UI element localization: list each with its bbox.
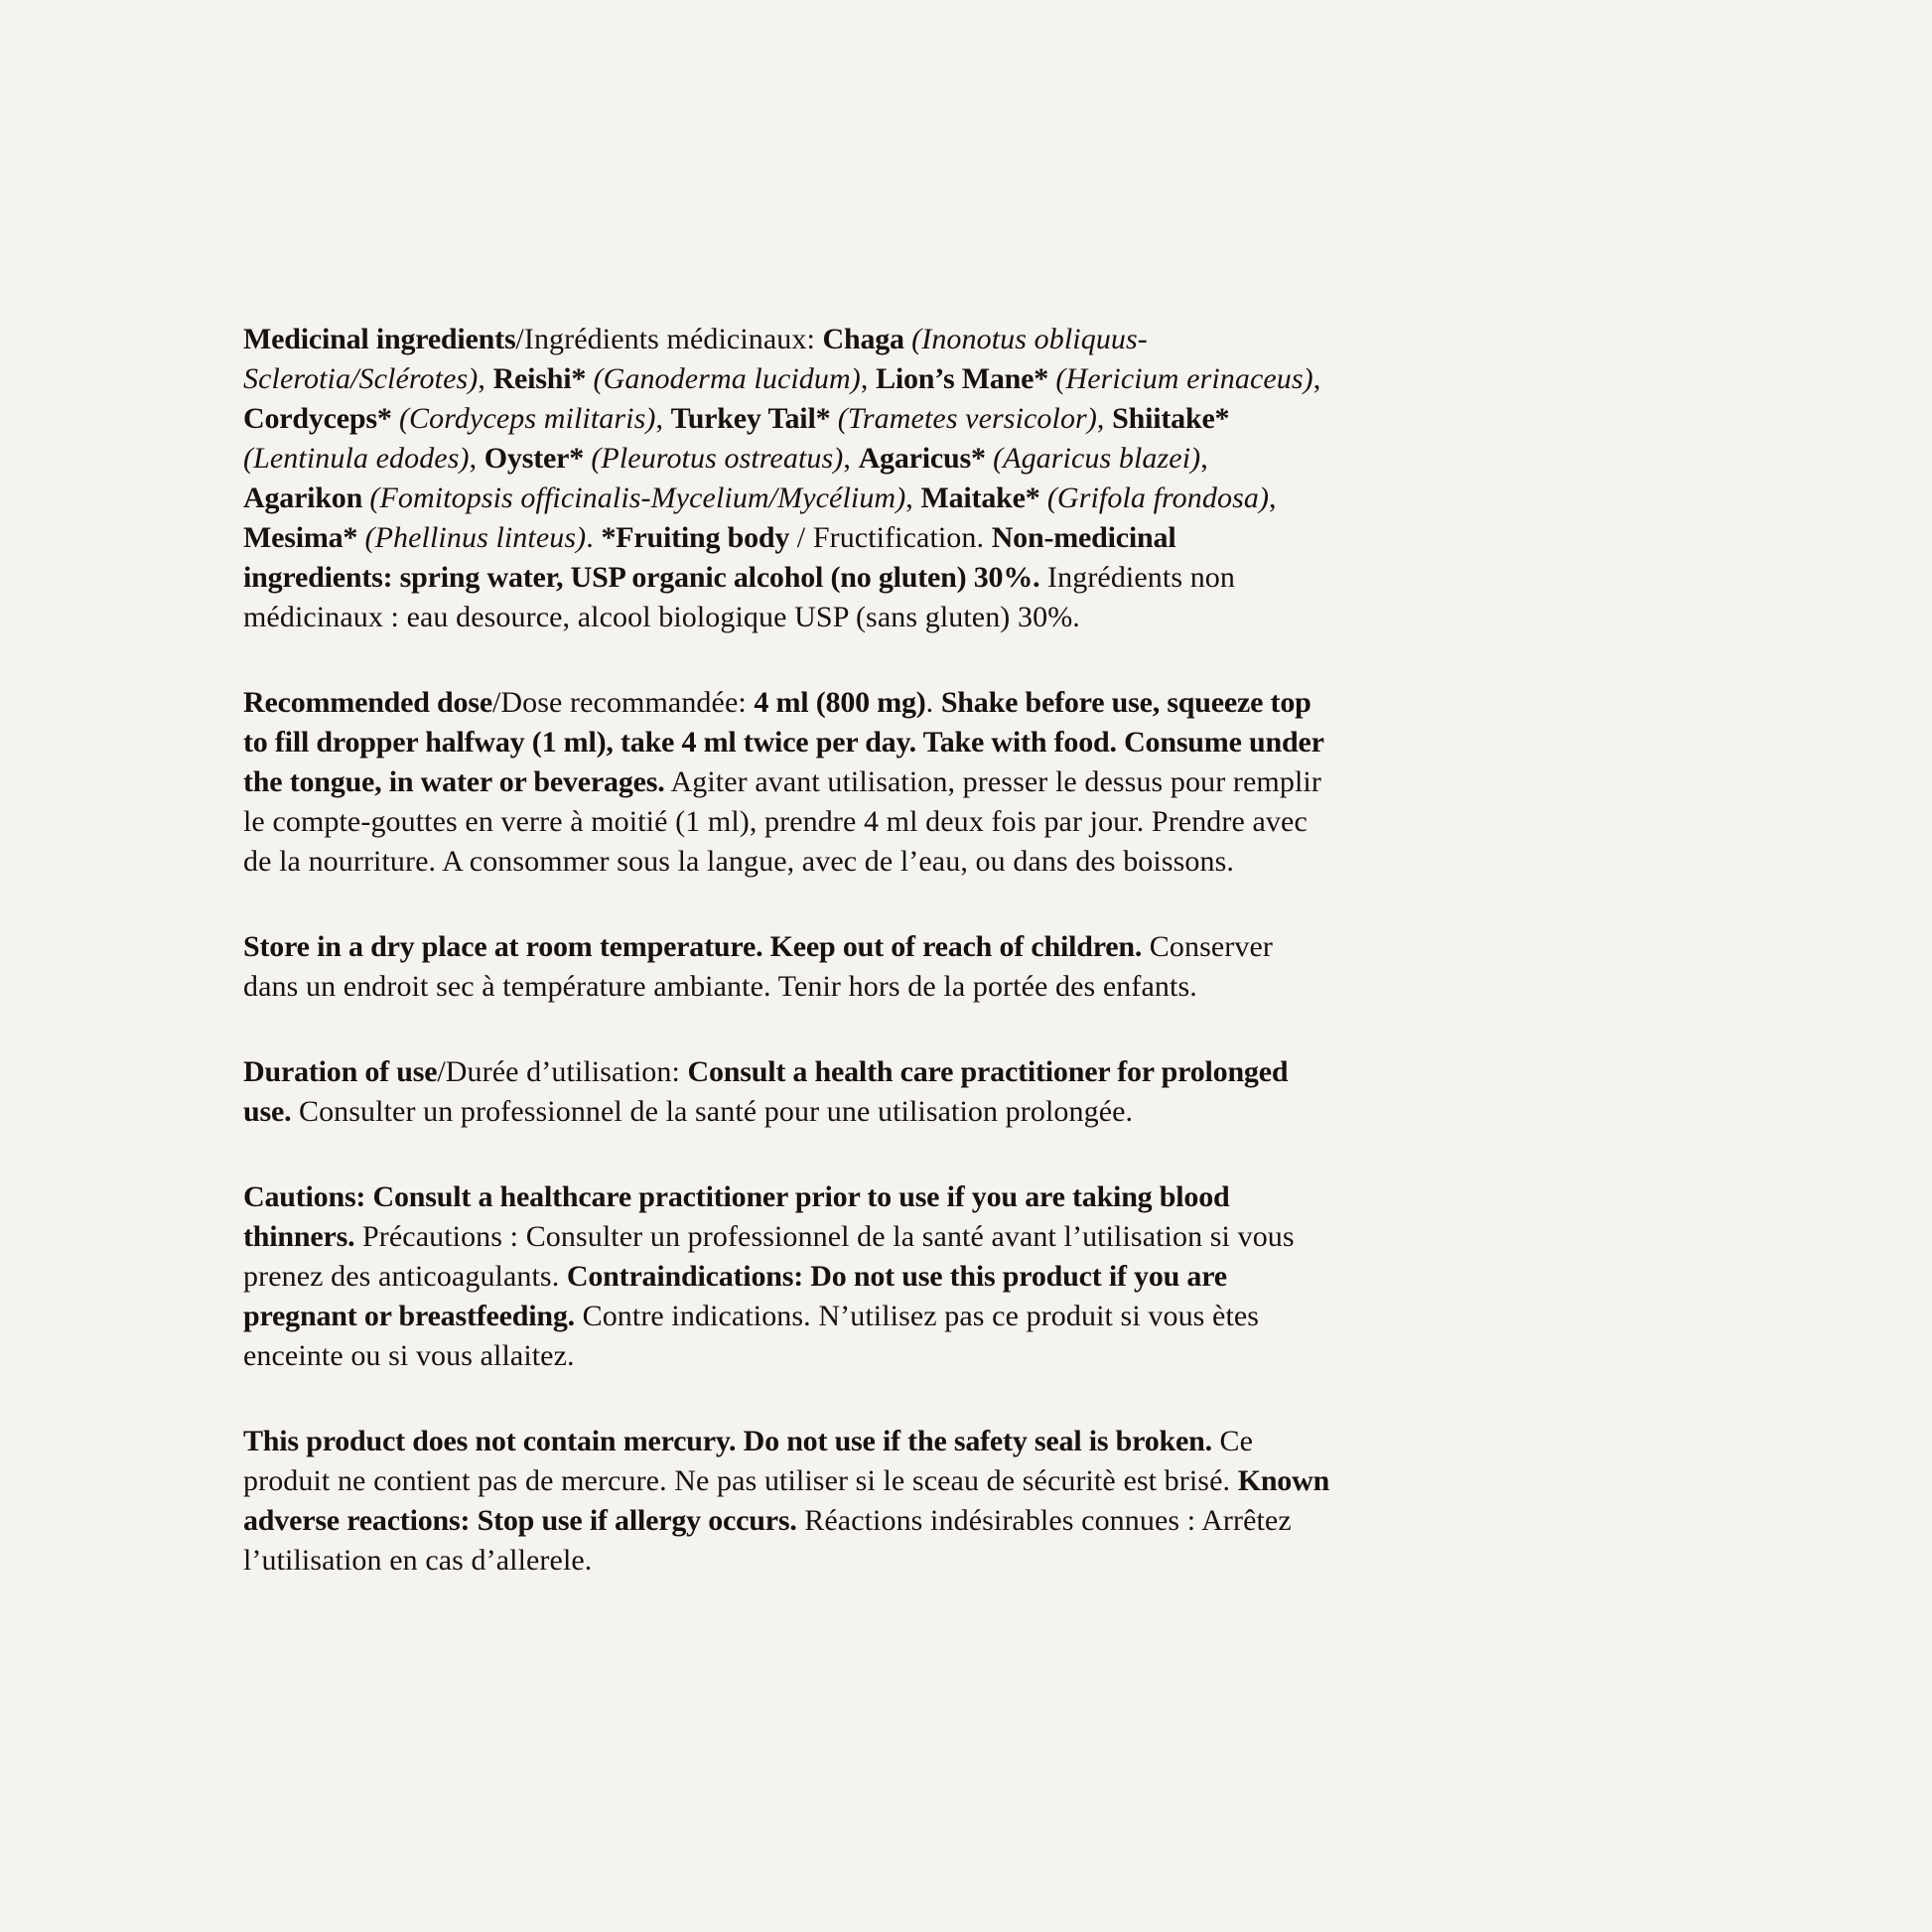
text-segment: . bbox=[586, 521, 602, 554]
text-segment: Précautions : Consulter un professionnel de la santé avant l’utilisation si vous prenez des anticoagulants. bbox=[243, 1220, 1295, 1293]
text-segment: (Fomitopsis officinalis-Mycelium/Mycélium) bbox=[369, 482, 906, 514]
text-segment: Shiitake* bbox=[1112, 402, 1230, 435]
text-segment: Cordyceps* bbox=[243, 402, 399, 435]
paragraph-recommended-dose bbox=[243, 683, 1330, 882]
text-segment: (Lentinula edodes) bbox=[243, 442, 470, 475]
text-segment: /Durée d’utilisation: bbox=[437, 1055, 688, 1088]
text-segment: (Grifola frondosa) bbox=[1046, 482, 1270, 514]
text-segment: Medicinal ingredients bbox=[243, 323, 516, 355]
text-segment: Maitake* bbox=[920, 482, 1047, 514]
text-segment: (Agaricus blazei) bbox=[993, 442, 1201, 475]
text-segment: / Fructification. bbox=[789, 521, 992, 554]
text-segment: Shake before use, squeeze top to fill dropper halfway (1 ml), take 4 ml twice per day. Take with food. Consume under the tongue, in water or beverages. bbox=[243, 686, 1324, 798]
text-segment: Turkey Tail* bbox=[670, 402, 838, 435]
text-segment: Ingrédients non médicinaux : eau desource, alcool biologique USP (sans gluten) 30%. bbox=[243, 561, 1235, 633]
text-segment: Chaga bbox=[822, 323, 912, 355]
text-segment: (Pleurotus ostreatus) bbox=[591, 442, 844, 475]
text-segment: Contraindications: Do not use this product if you are pregnant or breastfeeding. bbox=[243, 1260, 1227, 1332]
text-segment: /Dose recommandée: bbox=[491, 686, 755, 719]
text-segment: Contre indications. N’utilisez pas ce produit si vous ètes enceinte ou si vous allaitez. bbox=[243, 1300, 1260, 1372]
text-segment: Ce produit ne contient pas de mercure. Ne pas utiliser si le sceau de sécuritè est brisé. bbox=[243, 1425, 1254, 1497]
text-segment: . bbox=[925, 686, 941, 719]
text-segment: Consulter un professionnel de la santé pour une utilisation prolongée. bbox=[291, 1095, 1134, 1128]
text-segment: Mesima* bbox=[243, 521, 365, 554]
text-segment: Consult a health care practitioner for prolonged use. bbox=[243, 1055, 1289, 1128]
text-segment: Réactions indésirables connues : Arrêtez l’utilisation en cas d’allerele. bbox=[243, 1504, 1292, 1577]
text-segment: *Fruiting body bbox=[601, 521, 790, 554]
paragraph-mercury-adverse-reactions bbox=[243, 1422, 1330, 1581]
text-segment: , bbox=[1096, 402, 1113, 435]
text-segment: , bbox=[469, 442, 484, 475]
paragraph-medicinal-ingredients bbox=[243, 320, 1330, 637]
text-segment: , bbox=[478, 362, 493, 395]
paragraph-cautions bbox=[243, 1177, 1330, 1376]
text-segment: Agiter avant utilisation, presser le dessus pour remplir le compte-gouttes en verre à moitié (1 ml), prendre 4 ml deux fois par jour. Prendre avec de la nourriture. A consommer sous la langue, avec de l’eau, ou dans des boissons. bbox=[243, 765, 1321, 878]
text-segment: , bbox=[1200, 442, 1208, 475]
supplement-label-text-panel bbox=[243, 320, 1330, 1581]
text-segment: Oyster* bbox=[483, 442, 592, 475]
text-segment: Cautions: Consult a healthcare practitioner prior to use if you are taking blood thinners. bbox=[243, 1180, 1230, 1253]
text-segment: Agaricus* bbox=[858, 442, 994, 475]
text-segment: Store in a dry place at room temperature. Keep out of reach of children. bbox=[243, 930, 1143, 963]
text-segment: Lion’s Mane* bbox=[876, 362, 1056, 395]
text-segment: (Inonotus obliquus-Sclerotia/Sclérotes) bbox=[243, 323, 1148, 395]
text-segment: (Ganoderma lucidum) bbox=[593, 362, 861, 395]
text-segment: Conserver dans un endroit sec à température ambiante. Tenir hors de la portée des enfants. bbox=[243, 930, 1273, 1003]
text-segment: Non-medicinal ingredients: spring water, USP organic alcohol (no gluten) 30%. bbox=[243, 521, 1176, 594]
text-segment: , bbox=[655, 402, 671, 435]
text-segment: Duration of use bbox=[243, 1055, 438, 1088]
text-segment: Reishi* bbox=[492, 362, 594, 395]
text-segment: (Cordyceps militaris) bbox=[398, 402, 656, 435]
text-segment: , bbox=[1269, 482, 1277, 514]
text-segment: (Hericium erinaceus) bbox=[1055, 362, 1313, 395]
text-segment: , bbox=[905, 482, 921, 514]
text-segment: , bbox=[843, 442, 859, 475]
text-segment: Agarikon bbox=[243, 482, 370, 514]
paragraph-duration-of-use bbox=[243, 1052, 1330, 1132]
text-segment: This product does not contain mercury. Do not use if the safety seal is broken. bbox=[243, 1425, 1212, 1457]
text-segment: Recommended dose bbox=[243, 686, 492, 719]
text-segment: Known adverse reactions: Stop use if allergy occurs. bbox=[243, 1464, 1330, 1537]
text-segment: /Ingrédients médicinaux: bbox=[515, 323, 823, 355]
text-segment: (Phellinus linteus) bbox=[364, 521, 587, 554]
text-segment: 4 ml (800 mg) bbox=[754, 686, 926, 719]
paragraph-storage bbox=[243, 927, 1330, 1007]
text-segment: (Trametes versicolor) bbox=[837, 402, 1097, 435]
text-segment: , bbox=[1312, 362, 1321, 395]
text-segment: , bbox=[860, 362, 877, 395]
